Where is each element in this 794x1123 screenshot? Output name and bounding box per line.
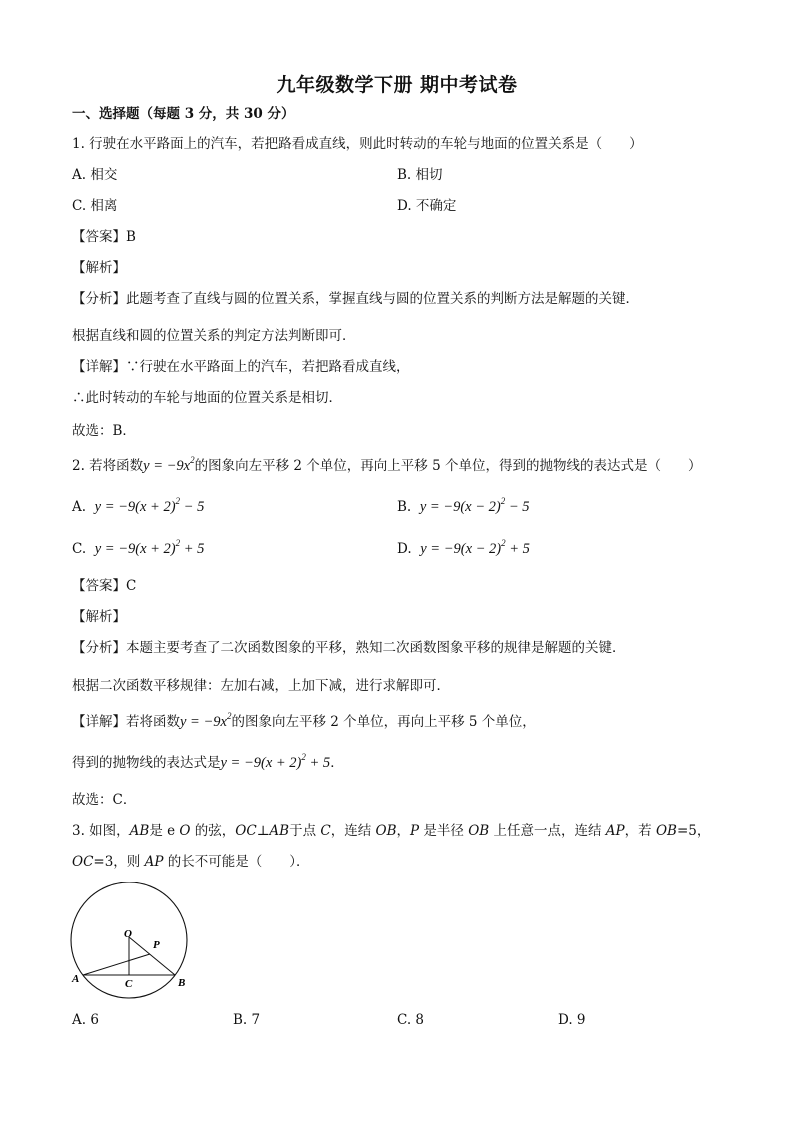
q1-option-d: D. 不确定 xyxy=(397,198,457,214)
q1-option-c: C. 相离 xyxy=(72,198,118,214)
label-c: C xyxy=(125,978,133,990)
segment-ap xyxy=(83,954,150,975)
q1-detail-1: 【详解】∵行驶在水平路面上的汽车，若把路看成直线， xyxy=(72,359,410,375)
q2-function: $y = -9x^2$ xyxy=(143,455,195,474)
q1-analysis: 【分析】此题考查了直线与圆的位置关系，掌握直线与圆的位置关系的判断方法是解题的关键． xyxy=(72,291,639,307)
page-title: 九年级数学下册 期中考试卷 xyxy=(276,74,518,96)
q2-stem: 2. 若将函数$y = -9x^2$的图象向左平移 2 个单位，再向上平移 5 个单位，得到的抛物线的表达式是（ ） xyxy=(72,455,702,474)
q2-option-a: A. $y = -9(x + 2)^2 - 5$ xyxy=(72,496,205,515)
q2-option-c: C. $y = -9(x + 2)^2 + 5$ xyxy=(72,538,205,557)
q1-choice: 故选：B． xyxy=(72,423,136,439)
q2-option-b: B. $y = -9(x - 2)^2 - 5$ xyxy=(397,496,530,515)
q2-jiexi-label: 【解析】 xyxy=(72,609,126,625)
q3-option-d: D. 9 xyxy=(558,1012,586,1028)
label-a: A xyxy=(72,973,80,985)
q3-stem-line1: 3. 如图，AB是 e O 的弦，OC⊥AB于点 C，连结 OB，P 是半径 OB 上任意一点，连结 AP，若 OB=5， xyxy=(72,823,711,839)
q1-option-b: B. 相切 xyxy=(397,167,443,183)
radius-ob xyxy=(129,937,175,975)
section-heading: 一、选择题（每题 3 分，共 30 分） xyxy=(72,106,295,122)
q1-option-a: A. 相交 xyxy=(72,167,118,183)
label-o: O xyxy=(124,928,132,940)
q2-detail-2: 得到的抛物线的表达式是$y = -9(x + 2)^2 + 5$． xyxy=(72,752,344,771)
q2-detail-1: 【详解】若将函数$y = -9x^2$的图象向左平移 2 个单位，再向上平移 5 个单位， xyxy=(72,711,536,730)
label-p: P xyxy=(153,939,160,951)
label-b: B xyxy=(178,977,186,989)
q2-answer: 【答案】C xyxy=(72,578,137,594)
q2-analysis-2: 根据二次函数平移规律：左加右减，上加下减，进行求解即可． xyxy=(72,678,450,694)
q1-detail-2: ∴此时转动的车轮与地面的位置关系是相切． xyxy=(72,390,342,406)
q3-option-c: C. 8 xyxy=(397,1012,425,1028)
q3-option-b: B. 7 xyxy=(233,1012,261,1028)
q3-stem-line2: OC=3，则 AP 的长不可能是（ ）． xyxy=(72,854,310,870)
q1-analysis-2: 根据直线和圆的位置关系的判定方法判断即可． xyxy=(72,328,356,344)
q3-option-a: A. 6 xyxy=(72,1012,99,1028)
q1-jiexi-label: 【解析】 xyxy=(72,260,126,276)
q2-option-d: D. $y = -9(x - 2)^2 + 5$ xyxy=(397,538,530,557)
q2-choice: 故选：C． xyxy=(72,792,137,808)
q1-stem: 1. 行驶在水平路面上的汽车，若把路看成直线，则此时转动的车轮与地面的位置关系是（ ） xyxy=(72,136,643,152)
q2-analysis: 【分析】本题主要考查了二次函数图象的平移，熟知二次函数图象平移的规律是解题的关键． xyxy=(72,640,626,656)
circle-chord-figure xyxy=(64,882,200,1004)
q1-answer: 【答案】B xyxy=(72,229,136,245)
